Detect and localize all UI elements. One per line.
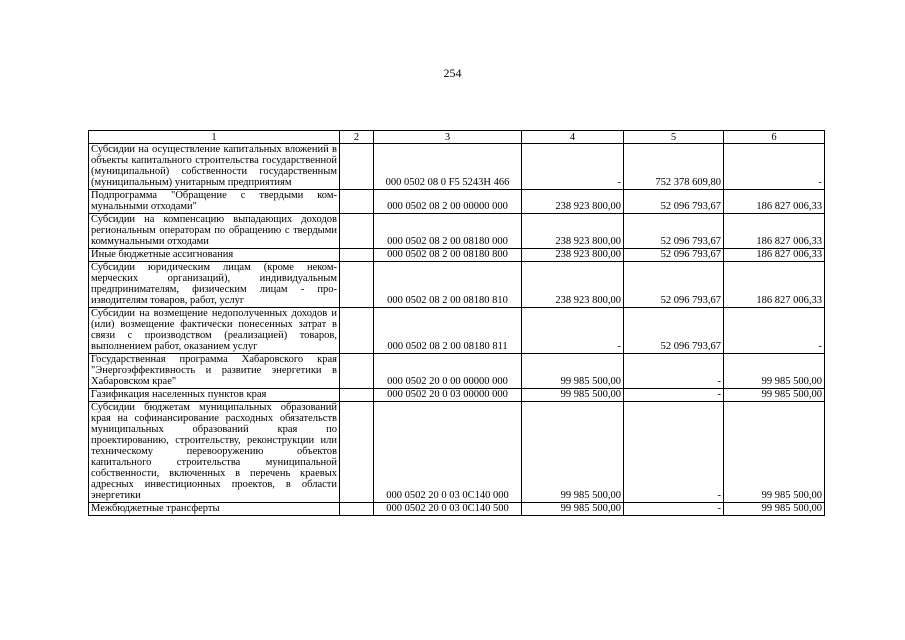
row-value-5: - bbox=[624, 503, 724, 516]
row-value-5: 52 096 793,67 bbox=[624, 214, 724, 249]
table-row bbox=[89, 144, 825, 190]
row-value-6: - bbox=[724, 308, 825, 354]
row-code: 000 0502 20 0 00 00000 000 bbox=[374, 354, 522, 389]
row-value-4: - bbox=[522, 144, 624, 190]
row-code: 000 0502 20 0 03 0С140 000 bbox=[374, 402, 522, 503]
row-code: 000 0502 08 2 00 08180 000 bbox=[374, 214, 522, 249]
row-name: Подпрограмма "Обращение с твердыми коммунальными отходами" bbox=[89, 190, 340, 214]
column-header: 5 bbox=[624, 131, 724, 144]
table-header-row bbox=[89, 131, 825, 144]
row-value-6: 186 827 006,33 bbox=[724, 262, 825, 308]
row-name: Субсидии на осуществление капитальных вложений в объекты капитального строительства государственной (муниципальной) собственности государственным (муниципальным) унитарным предприятиям bbox=[89, 144, 340, 190]
row-value-4: 99 985 500,00 bbox=[522, 389, 624, 402]
row-value-5: 52 096 793,67 bbox=[624, 249, 724, 262]
table-row bbox=[89, 389, 825, 402]
row-code: 000 0502 08 2 00 08180 810 bbox=[374, 262, 522, 308]
row-name: Субсидии на компенсацию выпадающих доходов региональным операторам по обращению с твердыми коммунальными отходами bbox=[89, 214, 340, 249]
row-value-6: 99 985 500,00 bbox=[724, 402, 825, 503]
column-header: 3 bbox=[374, 131, 522, 144]
row-value-4: 99 985 500,00 bbox=[522, 402, 624, 503]
row-value-5: 752 378 609,80 bbox=[624, 144, 724, 190]
row-value-5: 52 096 793,67 bbox=[624, 190, 724, 214]
row-value-4: 99 985 500,00 bbox=[522, 503, 624, 516]
table-row bbox=[89, 262, 825, 308]
row-value-6: - bbox=[724, 144, 825, 190]
table-row bbox=[89, 190, 825, 214]
row-name: Субсидии бюджетам муниципальных образований края на софинансирование расходных обязательств муниципальных образований края по проектированию, строительству, реконструкции или техническому перевооружению объектов капитального строительства муниципальной собственности, включенных в перечень краевых адресных инвестиционных проектов, в области энергетики bbox=[89, 402, 340, 503]
row-code: 000 0502 08 2 00 00000 000 bbox=[374, 190, 522, 214]
row-col2 bbox=[340, 354, 374, 389]
row-value-6: 99 985 500,00 bbox=[724, 503, 825, 516]
row-value-6: 99 985 500,00 bbox=[724, 354, 825, 389]
row-code: 000 0502 08 2 00 08180 811 bbox=[374, 308, 522, 354]
table-row bbox=[89, 214, 825, 249]
row-value-5: 52 096 793,67 bbox=[624, 262, 724, 308]
row-name: Государственная программа Хабаровского края "Энергоэффективность и развитие энергетики в Хабаровском крае" bbox=[89, 354, 340, 389]
row-col2 bbox=[340, 214, 374, 249]
table-row bbox=[89, 249, 825, 262]
row-value-5: 52 096 793,67 bbox=[624, 308, 724, 354]
row-value-6: 186 827 006,33 bbox=[724, 249, 825, 262]
row-col2 bbox=[340, 249, 374, 262]
column-header: 6 bbox=[724, 131, 825, 144]
row-name: Субсидии на возмещение недополученных доходов и (или) возмещение фактически понесенных затрат в связи с производством (реализацией) товаров, выполнением работ, оказанием услуг bbox=[89, 308, 340, 354]
row-value-4: 99 985 500,00 bbox=[522, 354, 624, 389]
table-row bbox=[89, 503, 825, 516]
row-col2 bbox=[340, 389, 374, 402]
row-value-5: - bbox=[624, 402, 724, 503]
row-value-6: 186 827 006,33 bbox=[724, 190, 825, 214]
row-name: Межбюджетные трансферты bbox=[89, 503, 340, 516]
row-value-5: - bbox=[624, 389, 724, 402]
row-col2 bbox=[340, 308, 374, 354]
row-code: 000 0502 08 2 00 08180 800 bbox=[374, 249, 522, 262]
table-row bbox=[89, 354, 825, 389]
table-row bbox=[89, 402, 825, 503]
row-col2 bbox=[340, 262, 374, 308]
table-row bbox=[89, 308, 825, 354]
column-header: 1 bbox=[89, 131, 340, 144]
row-value-4: 238 923 800,00 bbox=[522, 262, 624, 308]
column-header: 4 bbox=[522, 131, 624, 144]
row-name: Иные бюджетные ассигнования bbox=[89, 249, 340, 262]
row-value-4: - bbox=[522, 308, 624, 354]
row-name: Газификация населенных пунктов края bbox=[89, 389, 340, 402]
row-value-6: 99 985 500,00 bbox=[724, 389, 825, 402]
column-header: 2 bbox=[340, 131, 374, 144]
row-name: Субсидии юридическим лицам (кроме некоммерческих организаций), индивидуальным предпринимателям, физическим лицам - производителям товаров, работ, услуг bbox=[89, 262, 340, 308]
row-value-4: 238 923 800,00 bbox=[522, 214, 624, 249]
page-number: 254 bbox=[443, 66, 462, 80]
row-col2 bbox=[340, 190, 374, 214]
row-col2 bbox=[340, 144, 374, 190]
row-value-5: - bbox=[624, 354, 724, 389]
row-value-4: 238 923 800,00 bbox=[522, 249, 624, 262]
row-code: 000 0502 20 0 03 00000 000 bbox=[374, 389, 522, 402]
budget-table bbox=[88, 130, 825, 516]
row-code: 000 0502 08 0 F5 5243Н 466 bbox=[374, 144, 522, 190]
row-col2 bbox=[340, 402, 374, 503]
row-code: 000 0502 20 0 03 0С140 500 bbox=[374, 503, 522, 516]
row-value-4: 238 923 800,00 bbox=[522, 190, 624, 214]
row-col2 bbox=[340, 503, 374, 516]
row-value-6: 186 827 006,33 bbox=[724, 214, 825, 249]
